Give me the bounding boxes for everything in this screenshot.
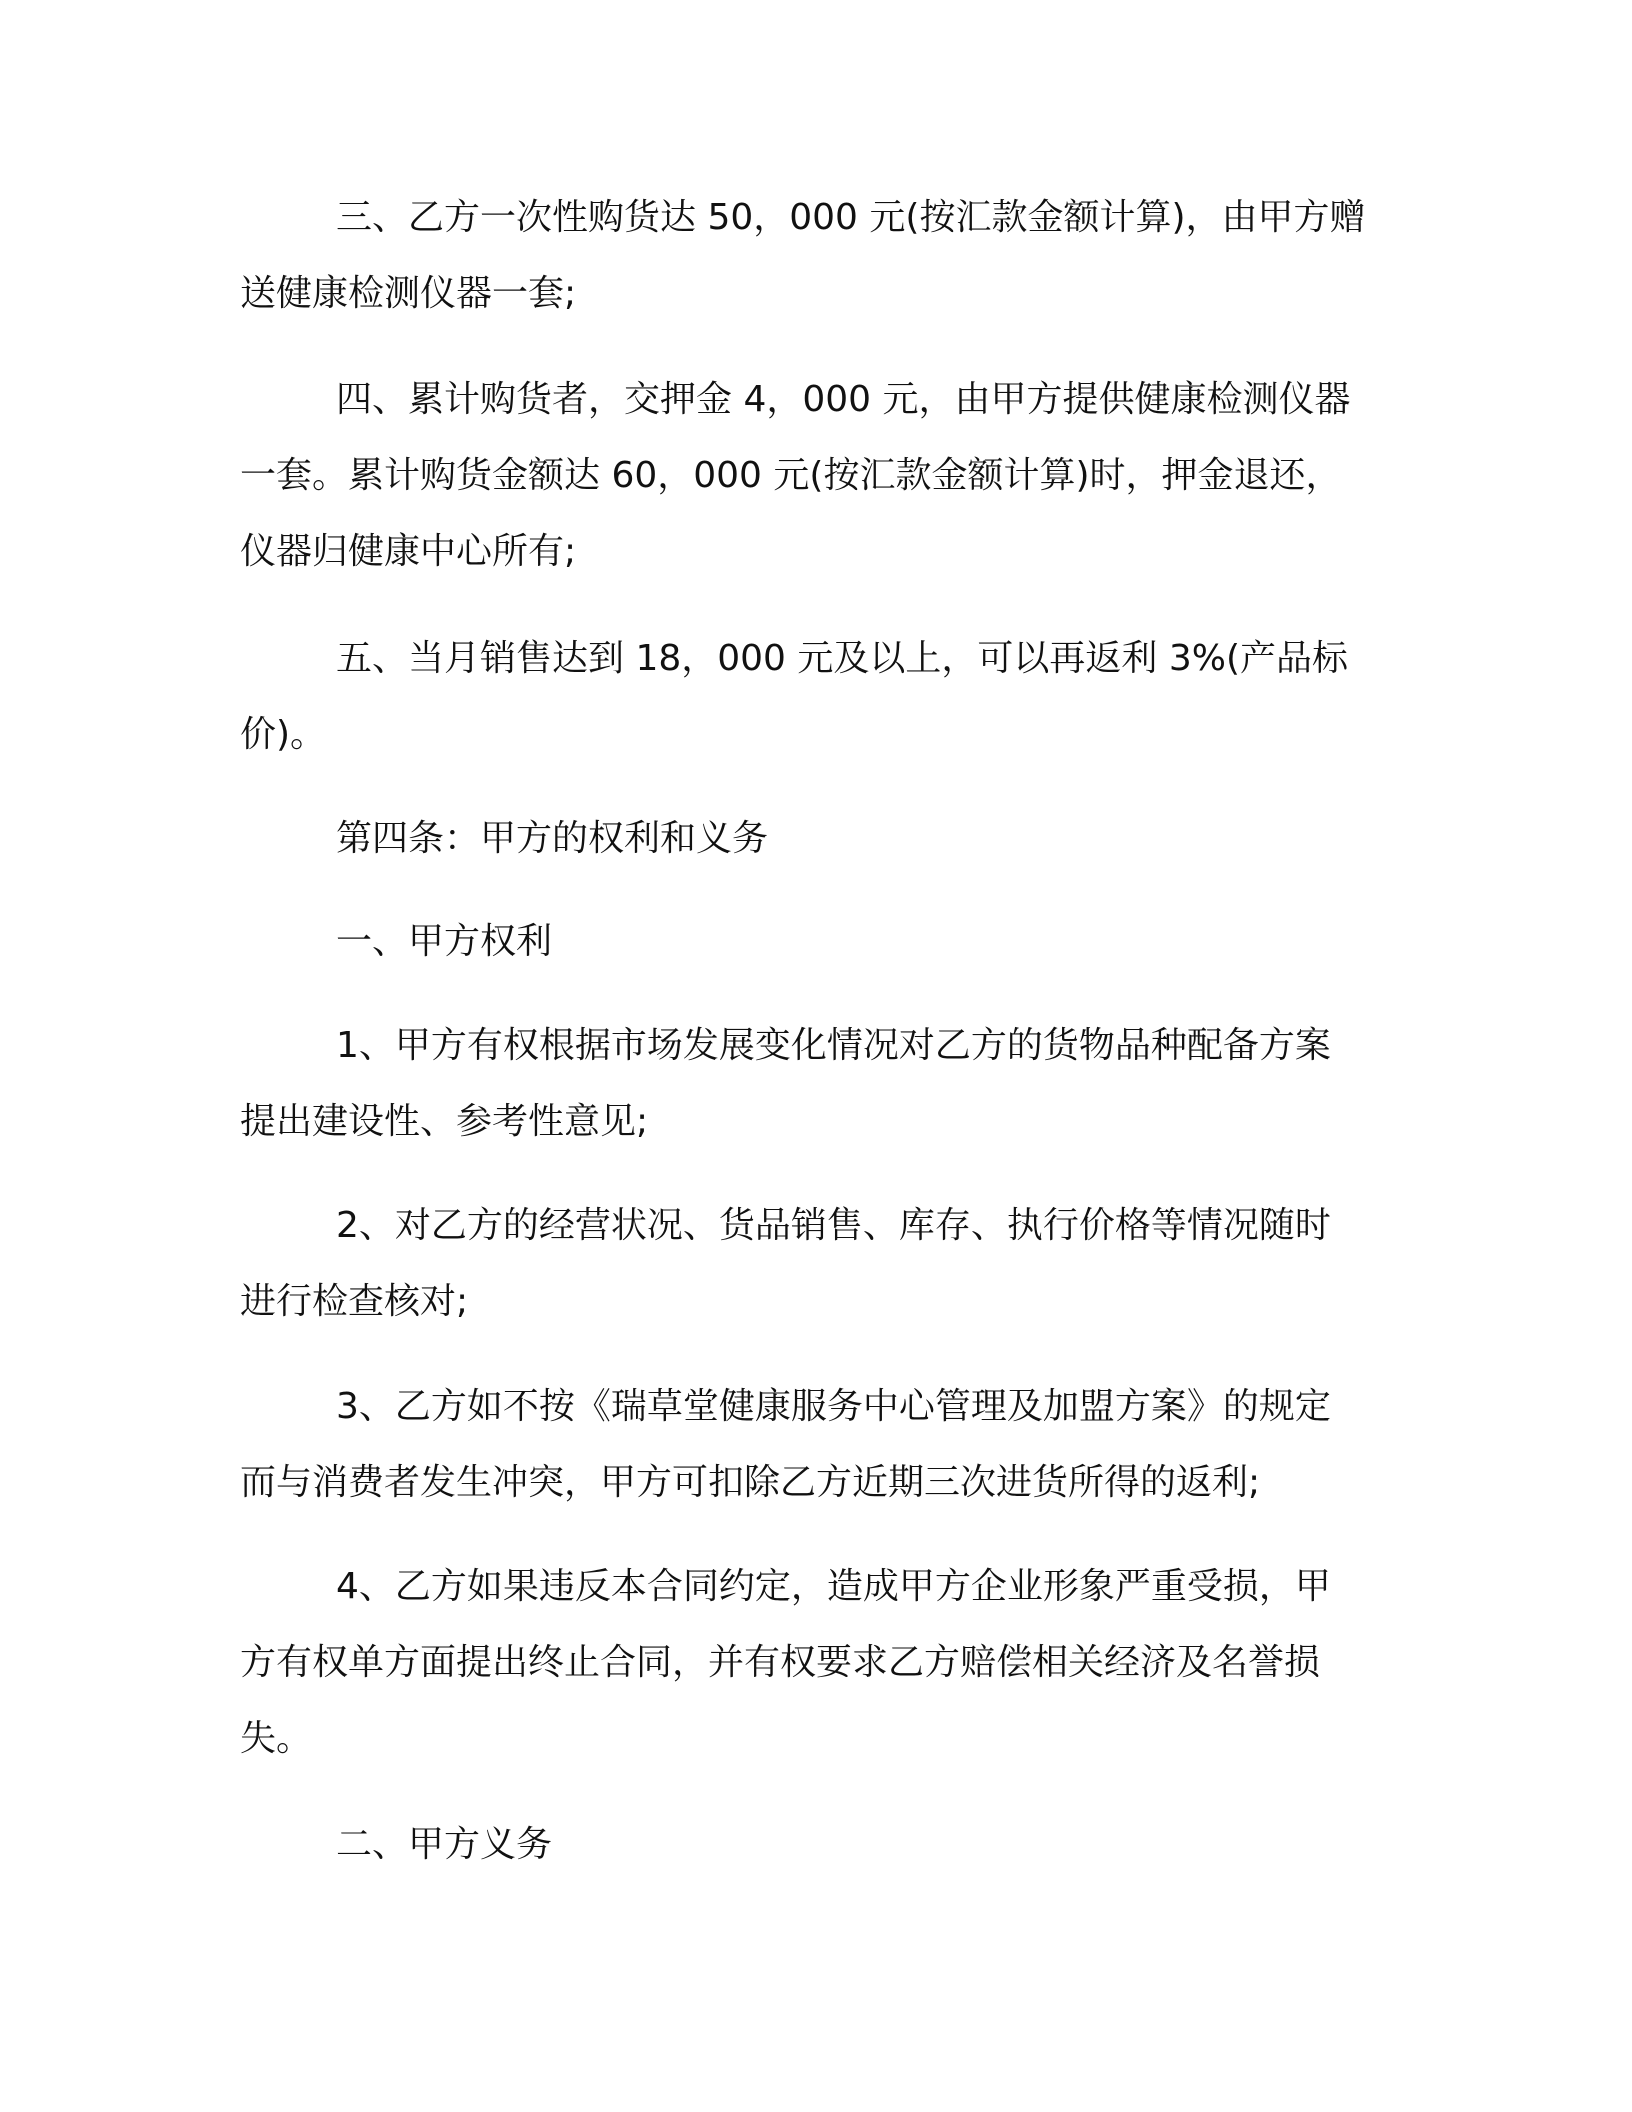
- paragraph-line: 提出建设性、参考性意见;: [240, 1101, 649, 1142]
- subsection-heading-obligations: [240, 1807, 1390, 1883]
- section-heading: [240, 801, 1390, 877]
- list-item-4: [240, 1549, 1390, 1777]
- paragraph-line: 方有权单方面提出终止合同，并有权要求乙方赔偿相关经济及名誉损: [240, 1642, 1321, 1683]
- paragraph-line: 1、甲方有权根据市场发展变化情况对乙方的货物品种配备方案: [336, 1025, 1331, 1066]
- paragraph-line: 而与消费者发生冲突，甲方可扣除乙方近期三次进货所得的返利;: [240, 1462, 1261, 1503]
- paragraph-line: 一套。累计购货金额达 60，000 元(按汇款金额计算)时，押金退还，: [240, 455, 1342, 496]
- paragraph-line: 仪器归健康中心所有;: [240, 531, 577, 572]
- subsection-heading-text: 一、甲方权利: [336, 921, 553, 962]
- list-item-2: [240, 1188, 1390, 1340]
- paragraph-item-4: [240, 362, 1390, 590]
- subsection-heading-text: 二、甲方义务: [336, 1824, 553, 1865]
- list-item-3: [240, 1369, 1390, 1521]
- paragraph-line: 3、乙方如不按《瑞草堂健康服务中心管理及加盟方案》的规定: [336, 1386, 1331, 1427]
- list-item-1: [240, 1008, 1390, 1160]
- paragraph-line: 进行检查核对;: [240, 1281, 469, 1322]
- subsection-heading-rights: [240, 904, 1390, 980]
- paragraph-line: 三、乙方一次性购货达 50，000 元(按汇款金额计算)，由甲方赠: [336, 197, 1366, 238]
- paragraph-item-3: [240, 180, 1390, 332]
- paragraph-line: 价)。: [240, 714, 327, 755]
- paragraph-line: 五、当月销售达到 18，000 元及以上，可以再返利 3%(产品标: [336, 638, 1349, 679]
- section-heading-text: 第四条：甲方的权利和义务: [336, 818, 769, 859]
- paragraph-line: 2、对乙方的经营状况、货品销售、库存、执行价格等情况随时: [336, 1205, 1331, 1246]
- paragraph-line: 失。: [240, 1718, 313, 1759]
- paragraph-line: 4、乙方如果违反本合同约定，造成甲方企业形象严重受损，甲: [336, 1566, 1331, 1607]
- paragraph-item-5: [240, 621, 1390, 773]
- paragraph-line: 送健康检测仪器一套;: [240, 273, 577, 314]
- paragraph-line: 四、累计购货者，交押金 4，000 元，由甲方提供健康检测仪器: [336, 379, 1351, 420]
